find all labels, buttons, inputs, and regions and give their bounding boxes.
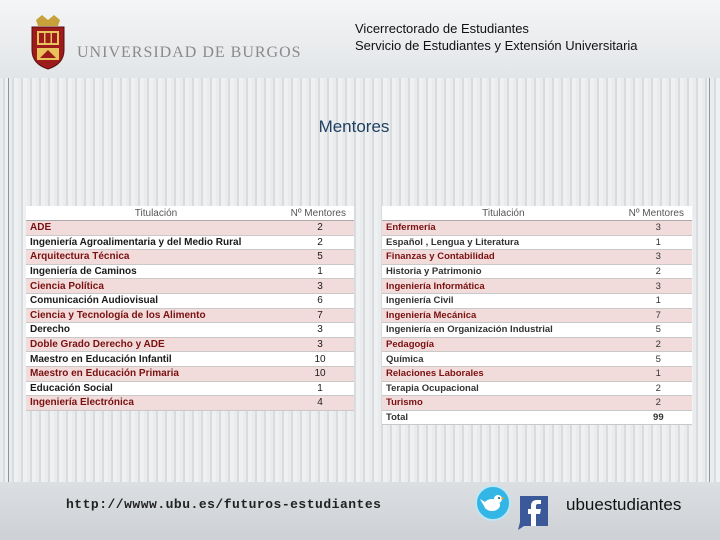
titulacion-cell: Ingeniería de Caminos — [26, 264, 286, 279]
titulacion-cell: Doble Grado Derecho y ADE — [26, 337, 286, 352]
mentores-cell: 2 — [625, 381, 692, 396]
table-row — [26, 308, 354, 323]
table-row — [26, 250, 354, 265]
table-row — [26, 221, 354, 236]
table-row — [382, 410, 692, 425]
right-mentors-table — [382, 206, 692, 425]
mentores-cell: 1 — [625, 293, 692, 308]
table-row — [382, 366, 692, 381]
page-title: Mentores — [318, 117, 390, 136]
titulacion-cell: Comunicación Audiovisual — [26, 293, 286, 308]
table-row — [26, 293, 354, 308]
table-row — [382, 337, 692, 352]
table-row — [382, 396, 692, 411]
mentores-cell: 5 — [625, 352, 692, 367]
mentores-cell: 2 — [286, 235, 354, 250]
social-handle: ubuestudiantes — [566, 495, 682, 514]
university-name: UNIVERSIDAD DE BURGOS — [77, 44, 302, 61]
header-text — [355, 20, 638, 54]
header-line-vicerrectorado: Vicerrectorado de Estudiantes — [355, 21, 529, 36]
mentores-cell: 3 — [286, 323, 354, 338]
mentores-cell: 3 — [286, 337, 354, 352]
website-link[interactable]: http://wwww.ubu.es/futuros-estudiantes — [66, 497, 382, 512]
university-crest-icon — [28, 14, 68, 70]
mentores-cell: 2 — [625, 396, 692, 411]
titulacion-cell: Ingeniería Informática — [382, 279, 625, 294]
titulacion-cell: Finanzas y Contabilidad — [382, 250, 625, 265]
left-mentors-table — [26, 206, 354, 411]
titulacion-cell: Terapia Ocupacional — [382, 381, 625, 396]
titulacion-cell: Pedagogía — [382, 337, 625, 352]
titulacion-cell: Historia y Patrimonio — [382, 264, 625, 279]
mentores-cell: 1 — [286, 264, 354, 279]
table-row — [382, 279, 692, 294]
table-row — [382, 250, 692, 265]
table-row — [382, 352, 692, 367]
mentores-cell: 1 — [286, 381, 354, 396]
header — [0, 0, 720, 78]
left-header-titulacion: Titulación — [26, 206, 286, 221]
titulacion-cell: Español , Lengua y Literatura — [382, 235, 625, 250]
titulacion-cell: Ingeniería Agroalimentaria y del Medio Rural — [26, 235, 286, 250]
titulacion-cell: Ingeniería Electrónica — [26, 396, 286, 411]
table-row — [26, 352, 354, 367]
table-row — [26, 337, 354, 352]
mentores-cell: 6 — [286, 293, 354, 308]
titulacion-cell: Ciencia Política — [26, 279, 286, 294]
mentores-cell: 4 — [286, 396, 354, 411]
table-row — [26, 264, 354, 279]
mentores-cell: 2 — [625, 264, 692, 279]
mentores-cell: 10 — [286, 366, 354, 381]
table-row — [382, 293, 692, 308]
table-row — [26, 323, 354, 338]
titulacion-cell: Maestro en Educación Primaria — [26, 366, 286, 381]
titulacion-cell: Relaciones Laborales — [382, 366, 625, 381]
titulacion-cell: Maestro en Educación Infantil — [26, 352, 286, 367]
left-header-mentores: Nº Mentores — [286, 206, 354, 221]
table-row — [26, 279, 354, 294]
right-header-mentores: Nº Mentores — [625, 206, 692, 221]
table-row — [382, 221, 692, 236]
table-row — [382, 381, 692, 396]
titulacion-cell: Derecho — [26, 323, 286, 338]
titulacion-cell: Total — [382, 410, 625, 425]
mentores-cell: 5 — [286, 250, 354, 265]
mentores-cell: 3 — [625, 279, 692, 294]
right-table-body — [382, 221, 692, 425]
left-table-body — [26, 221, 354, 411]
mentores-cell: 3 — [286, 279, 354, 294]
mentores-cell: 1 — [625, 366, 692, 381]
mentores-cell: 5 — [625, 323, 692, 338]
mentores-cell: 10 — [286, 352, 354, 367]
mentores-cell: 2 — [625, 337, 692, 352]
titulacion-cell: Ciencia y Tecnología de los Alimento — [26, 308, 286, 323]
right-header-titulacion: Titulación — [382, 206, 625, 221]
titulacion-cell: Turismo — [382, 396, 625, 411]
titulacion-cell: Ingeniería Civil — [382, 293, 625, 308]
table-row — [26, 235, 354, 250]
titulacion-cell: ADE — [26, 221, 286, 236]
table-row — [382, 323, 692, 338]
table-row — [382, 264, 692, 279]
mentores-cell: 3 — [625, 250, 692, 265]
titulacion-cell: Enfermería — [382, 221, 625, 236]
twitter-bird-icon[interactable] — [474, 484, 512, 522]
table-row — [382, 308, 692, 323]
table-row — [382, 235, 692, 250]
table-row — [26, 381, 354, 396]
titulacion-cell: Ingeniería Mecánica — [382, 308, 625, 323]
facebook-icon[interactable] — [514, 492, 554, 532]
table-row — [26, 366, 354, 381]
mentores-cell: 7 — [625, 308, 692, 323]
header-line-servicio: Servicio de Estudiantes y Extensión Universitaria — [355, 38, 638, 53]
titulacion-cell: Arquitectura Técnica — [26, 250, 286, 265]
mentores-cell: 3 — [625, 221, 692, 236]
mentores-cell: 2 — [286, 221, 354, 236]
table-row — [26, 396, 354, 411]
mentores-cell: 99 — [625, 410, 692, 425]
titulacion-cell: Ingeniería en Organización Industrial — [382, 323, 625, 338]
titulacion-cell: Química — [382, 352, 625, 367]
titulacion-cell: Educación Social — [26, 381, 286, 396]
mentores-cell: 7 — [286, 308, 354, 323]
mentores-cell: 1 — [625, 235, 692, 250]
